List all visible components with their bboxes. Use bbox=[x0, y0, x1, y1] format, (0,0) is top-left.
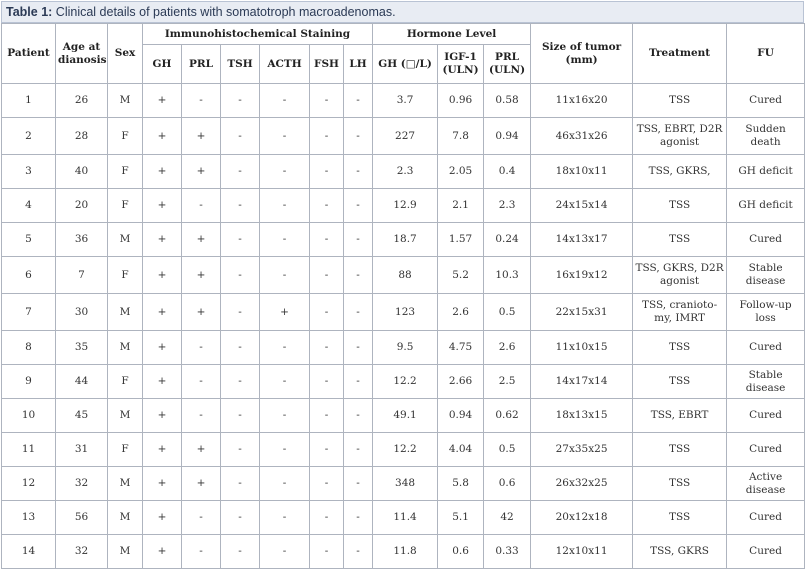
table-cell: - bbox=[344, 223, 373, 257]
table-cell: 9.5 bbox=[373, 331, 438, 365]
table-cell: 0.94 bbox=[484, 118, 531, 155]
table-cell: TSS, GKRS, bbox=[633, 155, 727, 189]
table-cell: TSS, EBRT bbox=[633, 399, 727, 433]
header-gh-level: GH (□/L) bbox=[373, 45, 438, 84]
table-cell: 14 bbox=[2, 535, 56, 569]
table-cell: 11.4 bbox=[373, 501, 438, 535]
table-cell: TSS, GKRS bbox=[633, 535, 727, 569]
table-cell: TSS, cranioto-my, IMRT bbox=[633, 294, 727, 331]
table-cell: 0.4 bbox=[484, 155, 531, 189]
table-cell: - bbox=[344, 467, 373, 501]
table-cell: - bbox=[310, 294, 344, 331]
table-cell: - bbox=[260, 501, 310, 535]
table-cell: TSS bbox=[633, 189, 727, 223]
header-patient: Patient bbox=[2, 24, 56, 84]
table-cell: 0.94 bbox=[438, 399, 484, 433]
table-cell: 2 bbox=[2, 118, 56, 155]
table-cell: - bbox=[310, 118, 344, 155]
table-cell: 13 bbox=[2, 501, 56, 535]
table-cell: + bbox=[143, 294, 182, 331]
table-cell: + bbox=[260, 294, 310, 331]
table-cell: 4.75 bbox=[438, 331, 484, 365]
table-cell: + bbox=[182, 155, 221, 189]
table-cell: 2.6 bbox=[484, 331, 531, 365]
table-cell: - bbox=[221, 189, 260, 223]
table-cell: Cured bbox=[727, 433, 805, 467]
header-ihc-gh: GH bbox=[143, 45, 182, 84]
table-cell: + bbox=[143, 84, 182, 118]
table-cell: 3.7 bbox=[373, 84, 438, 118]
table-cell: Cured bbox=[727, 331, 805, 365]
table-cell: 7 bbox=[56, 257, 108, 294]
table-cell: + bbox=[143, 433, 182, 467]
table-cell: + bbox=[143, 331, 182, 365]
table-cell: 0.62 bbox=[484, 399, 531, 433]
table-cell: - bbox=[221, 294, 260, 331]
table-cell: + bbox=[143, 535, 182, 569]
table-cell: 26 bbox=[56, 84, 108, 118]
table-cell: 32 bbox=[56, 467, 108, 501]
table-caption bbox=[1, 1, 804, 23]
table-cell: - bbox=[344, 84, 373, 118]
table-row bbox=[2, 501, 805, 535]
header-size: Size of tumor (mm) bbox=[531, 24, 633, 84]
table-cell: - bbox=[221, 501, 260, 535]
table-row bbox=[2, 257, 805, 294]
table-cell: 4 bbox=[2, 189, 56, 223]
header-ihc-prl: PRL bbox=[182, 45, 221, 84]
table-cell: Sudden death bbox=[727, 118, 805, 155]
table-cell: 2.1 bbox=[438, 189, 484, 223]
table-cell: 30 bbox=[56, 294, 108, 331]
table-row bbox=[2, 399, 805, 433]
table-cell: 45 bbox=[56, 399, 108, 433]
table-cell: + bbox=[143, 365, 182, 399]
table-cell: 2.6 bbox=[438, 294, 484, 331]
table-cell: - bbox=[260, 189, 310, 223]
table-cell: M bbox=[108, 501, 143, 535]
table-row bbox=[2, 155, 805, 189]
table-cell: - bbox=[182, 189, 221, 223]
table-cell: + bbox=[182, 223, 221, 257]
table-cell: M bbox=[108, 535, 143, 569]
table-row bbox=[2, 365, 805, 399]
table-cell: + bbox=[143, 467, 182, 501]
table-cell: + bbox=[182, 294, 221, 331]
table-cell: 18x13x15 bbox=[531, 399, 633, 433]
table-cell: 36 bbox=[56, 223, 108, 257]
table-cell: + bbox=[143, 223, 182, 257]
header-ihc-fsh: FSH bbox=[310, 45, 344, 84]
table-cell: + bbox=[182, 257, 221, 294]
table-cell: M bbox=[108, 294, 143, 331]
table-cell: 1.57 bbox=[438, 223, 484, 257]
table-cell: 2.5 bbox=[484, 365, 531, 399]
table-row bbox=[2, 433, 805, 467]
table-cell: - bbox=[221, 399, 260, 433]
table-cell: - bbox=[182, 535, 221, 569]
table-cell: 6 bbox=[2, 257, 56, 294]
table-cell: Cured bbox=[727, 535, 805, 569]
table-cell: TSS bbox=[633, 365, 727, 399]
table-cell: - bbox=[344, 331, 373, 365]
table-cell: - bbox=[344, 155, 373, 189]
header-age: Age at dianosis bbox=[56, 24, 108, 84]
table-row bbox=[2, 331, 805, 365]
table-cell: 26x32x25 bbox=[531, 467, 633, 501]
table-cell: - bbox=[221, 155, 260, 189]
table-cell: 49.1 bbox=[373, 399, 438, 433]
table-cell: 27x35x25 bbox=[531, 433, 633, 467]
table-cell: 16x19x12 bbox=[531, 257, 633, 294]
table-cell: Cured bbox=[727, 223, 805, 257]
table-cell: 14x13x17 bbox=[531, 223, 633, 257]
table-cell: 24x15x14 bbox=[531, 189, 633, 223]
header-sex: Sex bbox=[108, 24, 143, 84]
table-row bbox=[2, 118, 805, 155]
table-cell: 46x31x26 bbox=[531, 118, 633, 155]
table-cell: + bbox=[143, 155, 182, 189]
table-cell: TSS bbox=[633, 467, 727, 501]
table-cell: Follow-up loss bbox=[727, 294, 805, 331]
table-cell: - bbox=[221, 257, 260, 294]
table-cell: - bbox=[221, 467, 260, 501]
table-cell: 12x10x11 bbox=[531, 535, 633, 569]
table-cell: TSS, EBRT, D2R agonist bbox=[633, 118, 727, 155]
table-cell: - bbox=[310, 399, 344, 433]
table-row bbox=[2, 294, 805, 331]
table-cell: 0.6 bbox=[438, 535, 484, 569]
table-cell: - bbox=[260, 118, 310, 155]
table-cell: + bbox=[143, 189, 182, 223]
table-cell: - bbox=[221, 433, 260, 467]
table-cell: - bbox=[221, 118, 260, 155]
table-cell: 28 bbox=[56, 118, 108, 155]
table-cell: - bbox=[310, 467, 344, 501]
table-cell: + bbox=[143, 399, 182, 433]
table-cell: GH deficit bbox=[727, 189, 805, 223]
table-cell: 10 bbox=[2, 399, 56, 433]
table-cell: - bbox=[260, 399, 310, 433]
table-cell: - bbox=[221, 84, 260, 118]
table-cell: - bbox=[260, 535, 310, 569]
header-treatment: Treatment bbox=[633, 24, 727, 84]
table-cell: 8 bbox=[2, 331, 56, 365]
table-cell: Cured bbox=[727, 399, 805, 433]
table-cell: - bbox=[310, 433, 344, 467]
table-cell: TSS bbox=[633, 501, 727, 535]
table-cell: 5.8 bbox=[438, 467, 484, 501]
table-cell: - bbox=[182, 501, 221, 535]
table-cell: M bbox=[108, 223, 143, 257]
table-cell: 18x10x11 bbox=[531, 155, 633, 189]
table-cell: - bbox=[260, 467, 310, 501]
table-cell: - bbox=[344, 501, 373, 535]
table-cell: 2.3 bbox=[484, 189, 531, 223]
table-cell: M bbox=[108, 399, 143, 433]
table-cell: - bbox=[182, 365, 221, 399]
table-cell: 7.8 bbox=[438, 118, 484, 155]
table-cell: 9 bbox=[2, 365, 56, 399]
table-cell: M bbox=[108, 84, 143, 118]
table-cell: 2.05 bbox=[438, 155, 484, 189]
table-cell: 40 bbox=[56, 155, 108, 189]
table-cell: 22x15x31 bbox=[531, 294, 633, 331]
table-cell: F bbox=[108, 365, 143, 399]
table-cell: 11x10x15 bbox=[531, 331, 633, 365]
clinical-details-table bbox=[1, 23, 805, 569]
table-cell: 2.66 bbox=[438, 365, 484, 399]
table-cell: M bbox=[108, 467, 143, 501]
table-cell: 20 bbox=[56, 189, 108, 223]
table-cell: 5 bbox=[2, 223, 56, 257]
header-prl-level: PRL (ULN) bbox=[484, 45, 531, 84]
table-cell: 123 bbox=[373, 294, 438, 331]
table-cell: + bbox=[182, 467, 221, 501]
table-cell: TSS bbox=[633, 223, 727, 257]
table-cell: - bbox=[344, 189, 373, 223]
table-cell: - bbox=[260, 365, 310, 399]
table-cell: 0.6 bbox=[484, 467, 531, 501]
table-cell: F bbox=[108, 118, 143, 155]
header-igf1: IGF-1 (ULN) bbox=[438, 45, 484, 84]
table-cell: 2.3 bbox=[373, 155, 438, 189]
table-cell: TSS, GKRS, D2R agonist bbox=[633, 257, 727, 294]
table-cell: Cured bbox=[727, 84, 805, 118]
table-cell: - bbox=[310, 535, 344, 569]
table-cell: + bbox=[182, 433, 221, 467]
table-cell: TSS bbox=[633, 84, 727, 118]
table-cell: - bbox=[260, 257, 310, 294]
table-cell: - bbox=[182, 331, 221, 365]
table-cell: - bbox=[260, 84, 310, 118]
table-cell: - bbox=[310, 257, 344, 294]
table-cell: 11.8 bbox=[373, 535, 438, 569]
table-cell: + bbox=[182, 118, 221, 155]
table-cell: 32 bbox=[56, 535, 108, 569]
table-row bbox=[2, 189, 805, 223]
table-cell: 10.3 bbox=[484, 257, 531, 294]
table-cell: 12.9 bbox=[373, 189, 438, 223]
table-cell: + bbox=[143, 118, 182, 155]
table-cell: - bbox=[310, 223, 344, 257]
table-cell: Active disease bbox=[727, 467, 805, 501]
table-cell: 11 bbox=[2, 433, 56, 467]
table-cell: - bbox=[221, 365, 260, 399]
table-cell: 348 bbox=[373, 467, 438, 501]
table-cell: - bbox=[344, 433, 373, 467]
header-ihc-tsh: TSH bbox=[221, 45, 260, 84]
table-cell: 7 bbox=[2, 294, 56, 331]
table-cell: - bbox=[344, 294, 373, 331]
table-cell: 0.58 bbox=[484, 84, 531, 118]
header-ihc-acth: ACTH bbox=[260, 45, 310, 84]
table-cell: 5.2 bbox=[438, 257, 484, 294]
table-cell: - bbox=[344, 535, 373, 569]
table-cell: TSS bbox=[633, 433, 727, 467]
table-cell: - bbox=[182, 399, 221, 433]
table-cell: 42 bbox=[484, 501, 531, 535]
table-cell: - bbox=[310, 501, 344, 535]
table-row bbox=[2, 84, 805, 118]
table-cell: 12 bbox=[2, 467, 56, 501]
table-cell: - bbox=[310, 155, 344, 189]
table-cell: - bbox=[182, 84, 221, 118]
table-cell: M bbox=[108, 331, 143, 365]
table-cell: 0.24 bbox=[484, 223, 531, 257]
table-cell: - bbox=[310, 84, 344, 118]
table-cell: F bbox=[108, 433, 143, 467]
table-cell: 88 bbox=[373, 257, 438, 294]
table-cell: 0.5 bbox=[484, 433, 531, 467]
header-hormone-group: Hormone Level bbox=[373, 24, 531, 45]
table-cell: 5.1 bbox=[438, 501, 484, 535]
table-cell: - bbox=[344, 365, 373, 399]
table-cell: - bbox=[344, 118, 373, 155]
table-cell: Stable disease bbox=[727, 365, 805, 399]
caption-label: Table 1: bbox=[6, 5, 53, 19]
table-cell: + bbox=[143, 501, 182, 535]
table-cell: Cured bbox=[727, 501, 805, 535]
header-ihc-group: Immunohistochemical Staining bbox=[143, 24, 373, 45]
table-cell: - bbox=[221, 331, 260, 365]
table-cell: GH deficit bbox=[727, 155, 805, 189]
table-cell: 12.2 bbox=[373, 365, 438, 399]
table-cell: 12.2 bbox=[373, 433, 438, 467]
table-cell: 35 bbox=[56, 331, 108, 365]
table-cell: - bbox=[221, 223, 260, 257]
table-row bbox=[2, 467, 805, 501]
header-fu: FU bbox=[727, 24, 805, 84]
table-cell: + bbox=[143, 257, 182, 294]
table-cell: TSS bbox=[633, 331, 727, 365]
table-cell: 3 bbox=[2, 155, 56, 189]
table-cell: - bbox=[260, 433, 310, 467]
header-ihc-lh: LH bbox=[344, 45, 373, 84]
caption-text: Clinical details of patients with somatotroph macroadenomas. bbox=[52, 5, 396, 19]
table-cell: 56 bbox=[56, 501, 108, 535]
table-cell: 0.33 bbox=[484, 535, 531, 569]
table-cell: 0.96 bbox=[438, 84, 484, 118]
table-cell: 20x12x18 bbox=[531, 501, 633, 535]
table-cell: Stable disease bbox=[727, 257, 805, 294]
table-cell: - bbox=[260, 155, 310, 189]
table-cell: - bbox=[260, 331, 310, 365]
table-cell: F bbox=[108, 189, 143, 223]
table-cell: 14x17x14 bbox=[531, 365, 633, 399]
table-cell: F bbox=[108, 155, 143, 189]
table-cell: - bbox=[310, 331, 344, 365]
table-cell: F bbox=[108, 257, 143, 294]
table-cell: 44 bbox=[56, 365, 108, 399]
table-cell: 0.5 bbox=[484, 294, 531, 331]
table-cell: - bbox=[260, 223, 310, 257]
table-cell: - bbox=[310, 189, 344, 223]
table-cell: 18.7 bbox=[373, 223, 438, 257]
table-cell: 4.04 bbox=[438, 433, 484, 467]
table-row bbox=[2, 535, 805, 569]
table-cell: 227 bbox=[373, 118, 438, 155]
table-cell: - bbox=[221, 535, 260, 569]
table-cell: 31 bbox=[56, 433, 108, 467]
table-row bbox=[2, 223, 805, 257]
table-cell: - bbox=[310, 365, 344, 399]
table-cell: 1 bbox=[2, 84, 56, 118]
table-cell: 11x16x20 bbox=[531, 84, 633, 118]
table-cell: - bbox=[344, 257, 373, 294]
table-cell: - bbox=[344, 399, 373, 433]
